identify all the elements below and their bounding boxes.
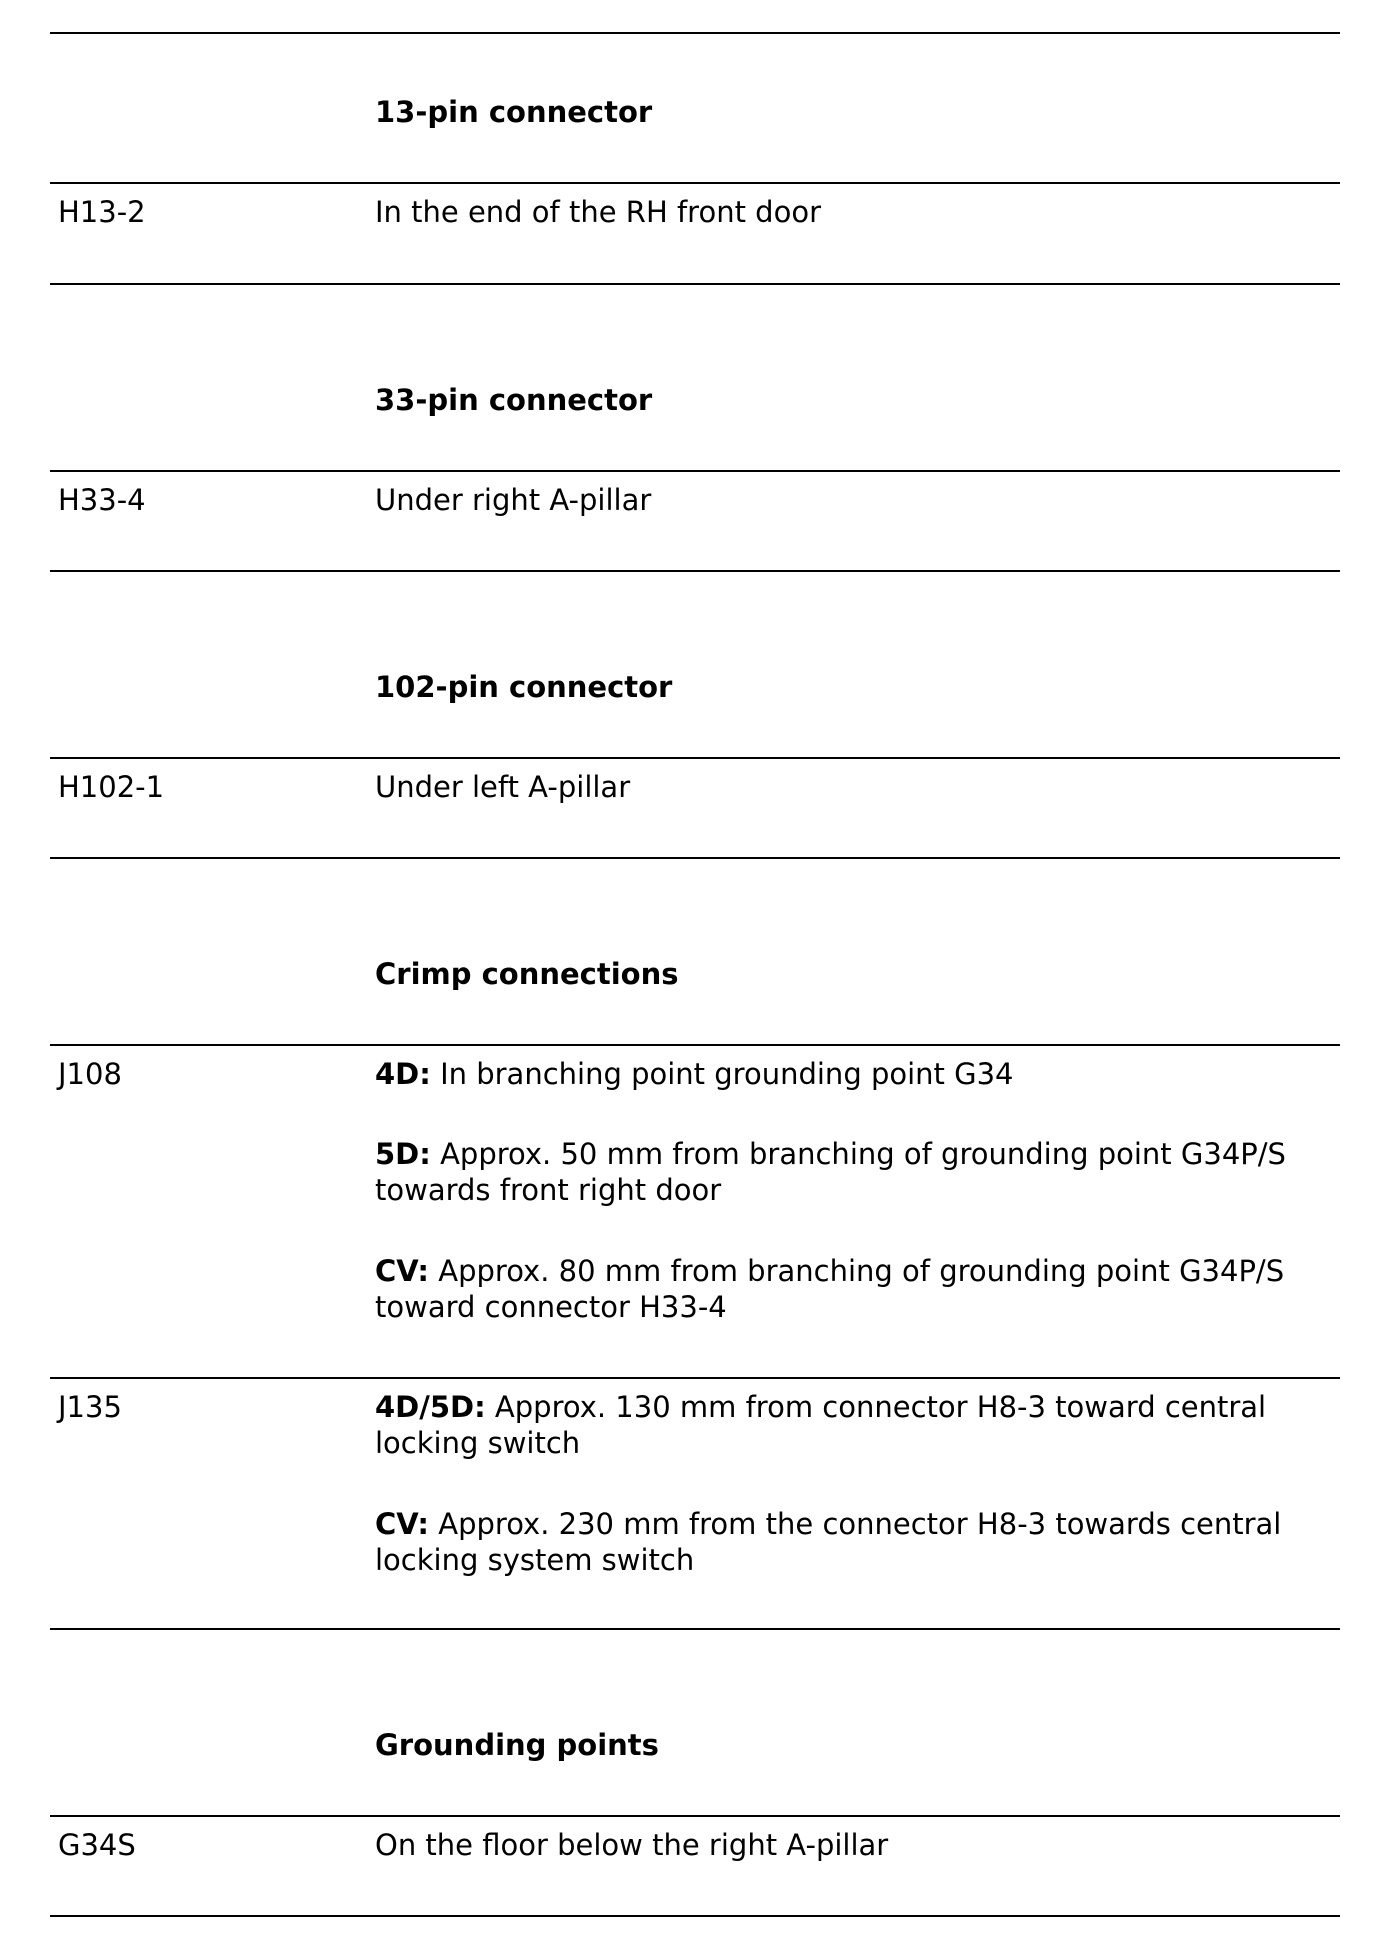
rule-section-2-end [50, 570, 1340, 572]
entry-label: 4D/5D: [375, 1390, 486, 1424]
row-code: H102-1 [58, 770, 165, 804]
rule-top [50, 32, 1340, 34]
entry-label: CV: [375, 1507, 430, 1541]
row-code: J135 [58, 1390, 122, 1424]
rule-section-4-header [50, 1044, 1340, 1046]
entry-text: Approx. 50 mm from branching of grounding point G34P/S towards front right door [375, 1137, 1286, 1207]
entry-text: In branching point grounding point G34 [430, 1057, 1014, 1091]
section-heading: Crimp connections [375, 957, 679, 991]
entry-text: Approx. 130 mm from connector H8-3 toward central locking switch [375, 1390, 1267, 1460]
section-heading: 33-pin connector [375, 383, 653, 417]
row-entry [375, 1506, 1325, 1578]
row-entry [375, 1253, 1325, 1325]
rule-section-1-end [50, 283, 1340, 285]
row-entry [375, 1136, 1325, 1208]
row-code: H13-2 [58, 195, 146, 229]
entry-label: CV: [375, 1254, 430, 1288]
row-description: On the floor below the right A-pillar [375, 1828, 889, 1862]
rule-section-3-header [50, 757, 1340, 759]
row-entry [375, 1056, 1325, 1092]
row-code: H33-4 [58, 483, 146, 517]
entry-text: Approx. 80 mm from branching of grounding point G34P/S toward connector H33-4 [375, 1254, 1285, 1324]
row-description: In the end of the RH front door [375, 195, 821, 229]
rule-section-4-end [50, 1628, 1340, 1630]
section-heading: Grounding points [375, 1728, 659, 1762]
entry-text: Approx. 230 mm from the connector H8-3 towards central locking system switch [375, 1507, 1282, 1577]
rule-section-4-row-divider [50, 1377, 1340, 1379]
rule-section-5-header [50, 1815, 1340, 1817]
row-description: Under left A-pillar [375, 770, 631, 804]
rule-section-2-header [50, 470, 1340, 472]
row-code: G34S [58, 1828, 136, 1862]
entry-label: 4D: [375, 1057, 431, 1091]
section-heading: 13-pin connector [375, 95, 653, 129]
rule-section-3-end [50, 857, 1340, 859]
section-heading: 102-pin connector [375, 670, 673, 704]
rule-section-5-end [50, 1915, 1340, 1917]
row-entry [375, 1389, 1325, 1461]
entry-label: 5D: [375, 1137, 431, 1171]
rule-section-1-header [50, 182, 1340, 184]
row-code: J108 [58, 1057, 122, 1091]
row-description: Under right A-pillar [375, 483, 652, 517]
